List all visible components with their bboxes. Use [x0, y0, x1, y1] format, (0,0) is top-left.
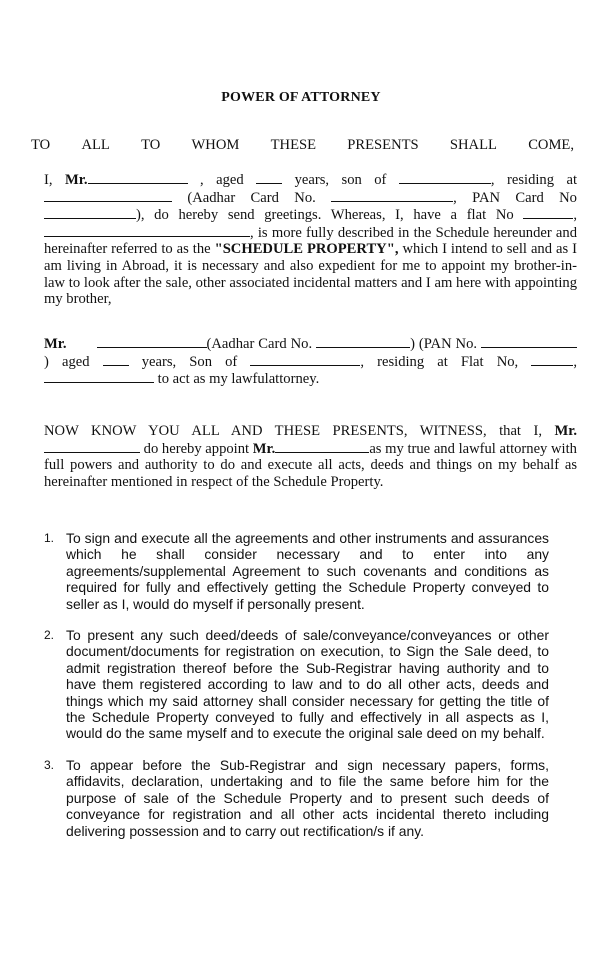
address-word: ALL	[81, 137, 110, 153]
mr-label: Mr.	[44, 336, 67, 352]
attorney-name-blank	[97, 335, 207, 348]
attorney-father-blank	[250, 353, 360, 366]
aadhar-blank	[331, 189, 453, 202]
attorney-aadhar-blank	[316, 335, 410, 348]
attorney-flat-address-blank	[44, 370, 154, 383]
list-number: 1.	[44, 531, 55, 545]
address-word: THESE	[270, 137, 317, 153]
attorney-flat-no-blank	[531, 353, 573, 366]
list-item	[44, 627, 549, 742]
address-word: TO	[31, 137, 51, 153]
address-word: TO	[141, 137, 161, 153]
address-word: SHALL	[449, 137, 497, 153]
mr-label: Mr.	[64, 172, 88, 188]
list-item	[44, 757, 549, 839]
address-line	[31, 137, 574, 154]
name-blank	[88, 171, 188, 184]
list-item-text: To sign and execute all the agreements and other instruments and assurances which he shall consider necessary and to enter into any agreements/supplemental Agreement to such covenants and conditions as required for fully and effectively getting the Schedule Property conveyed to seller as I, would do myself if personally present.	[66, 530, 549, 612]
paragraph-witness: NOW KNOW YOU ALL AND THESE PRESENTS, WITNESS, that I, Mr. do hereby appoint Mr. as my true and lawful attorney with full powers and authority to do and execute all acts, deeds and things on my behalf as hereinafter mentioned in respect of the Schedule Property.	[44, 423, 577, 490]
list-item-text: To present any such deed/deeds of sale/conveyance/conveyances or other document/documents for registration on execution, to Sign the Sale deed, to admit registration thereof before the Sub-Registrar having authority and to have them registered according to law and to do all other acts, deeds and things which my said attorney shall consider necessary for getting the title of the Schedule Property conveyed to fully and effectively in all aspects as I, would do the same myself and to execute the original sale deed on my behalf.	[66, 627, 549, 742]
list-number: 3.	[44, 757, 55, 772]
address-word: COME,	[528, 137, 574, 153]
address-blank	[44, 189, 172, 202]
address-word: PRESENTS	[347, 137, 419, 153]
appointee-name-blank	[275, 440, 369, 453]
flat-address-blank	[44, 224, 250, 237]
pan-blank	[44, 206, 136, 219]
grantor-name-blank	[44, 440, 140, 453]
age-blank	[256, 171, 282, 184]
schedule-property-label: "SCHEDULE PROPERTY",	[214, 241, 399, 258]
list-item-text: To appear before the Sub-Registrar and sign necessary papers, forms, affidavits, declaration, undertaking and to file the same before him for the purpose of sale of the Schedule Property and to present such deeds of conveyance for registration and all other acts incidental thereto including delivering possession and to carry out rectification/s if any.	[66, 756, 549, 839]
father-name-blank	[399, 171, 491, 184]
paragraph-grantor: I, Mr. , aged years, son of , residing at (Aadhar Card No. , PAN Card No ), do hereby send greetings. Whereas, I, have a flat No , , is more fully described in the Schedule hereunder and hereinafter referred to as the "SCHEDULE PROPERTY", which I intend to sell and as I am living in Abroad, it is necessary and also expedient for me to appoint my brother-in-law to look after the sale, other associated incidental matters and I am here with appointing my brother,	[44, 172, 578, 308]
mr-label: Mr.	[554, 423, 577, 439]
attorney-pan-blank	[481, 335, 577, 348]
powers-list	[44, 530, 549, 839]
document-title: POWER OF ATTORNEY	[221, 90, 381, 105]
attorney-age-blank	[103, 353, 129, 366]
address-word: WHOM	[191, 137, 240, 153]
flat-no-blank	[523, 206, 573, 219]
mr-label: Mr.	[252, 440, 276, 457]
list-number: 2.	[44, 628, 55, 643]
paragraph-attorney: Mr. (Aadhar Card No. ) (PAN No. ) aged years, Son of , residing at Flat No, , to act as my lawfulattorney.	[44, 336, 577, 388]
list-item	[44, 530, 549, 612]
